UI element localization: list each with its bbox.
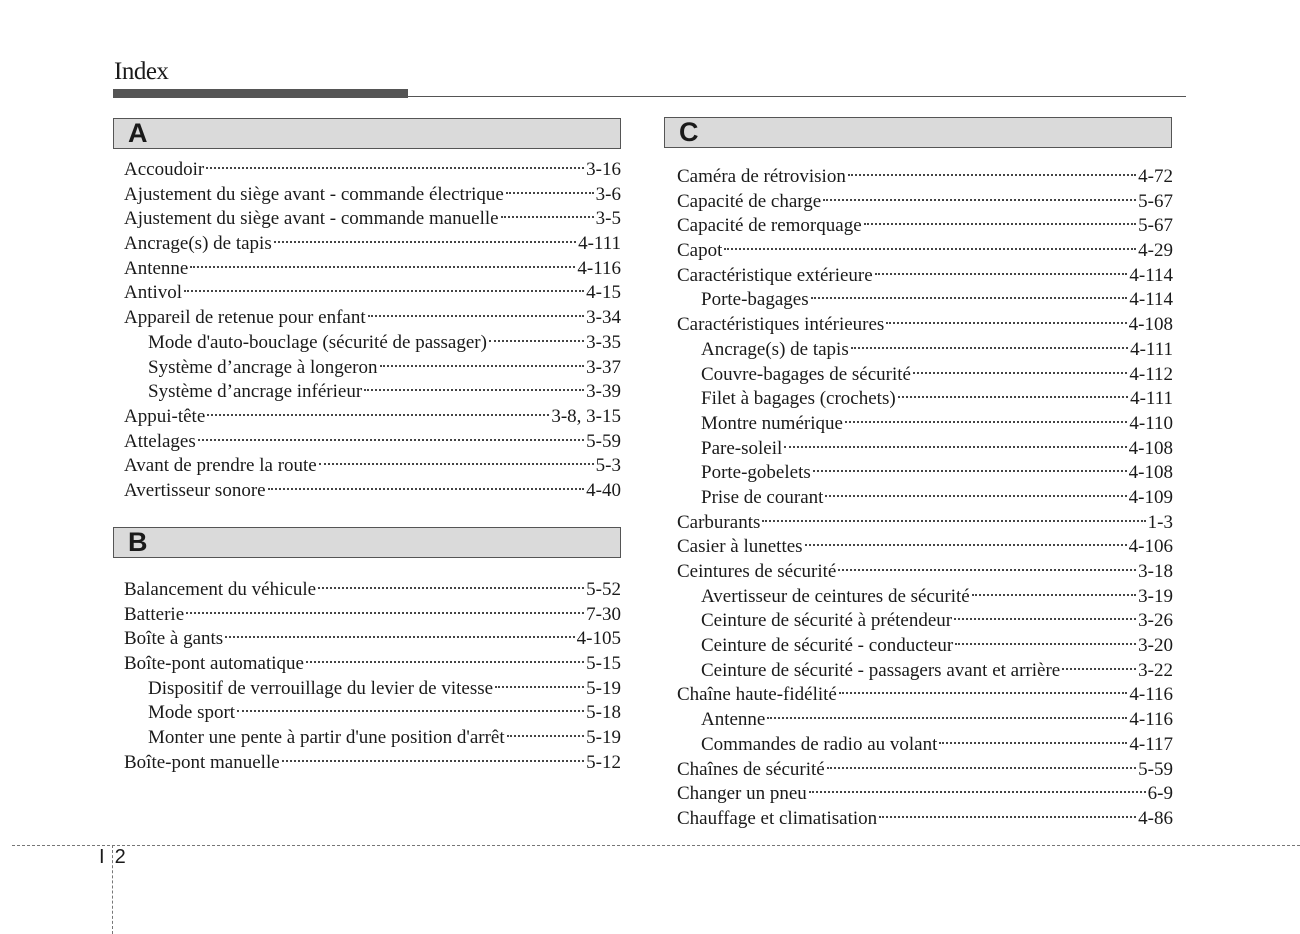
- dot-leader: [306, 661, 584, 663]
- entry-page-ref: 4-114: [1129, 289, 1173, 311]
- entry-label: Ajustement du siège avant - commande électrique: [124, 183, 504, 205]
- index-entry: [124, 184, 621, 209]
- dot-leader: [848, 174, 1136, 176]
- entry-label: Capacité de charge: [677, 190, 822, 212]
- dot-leader: [809, 791, 1146, 793]
- entry-label: Appareil de retenue pour enfant: [124, 307, 366, 329]
- dot-leader: [186, 612, 584, 614]
- entry-page-ref: 4-117: [1129, 733, 1173, 755]
- entry-label: Boîte-pont manuelle: [124, 751, 280, 773]
- entry-page-ref: 4-108: [1128, 462, 1173, 484]
- dot-leader: [501, 216, 594, 218]
- index-entry: [124, 752, 621, 777]
- entry-label: Mode sport: [148, 702, 236, 724]
- index-subentry: [677, 586, 1173, 611]
- entry-label: Chauffage et climatisation: [677, 807, 878, 829]
- entry-page-ref: 5-67: [1138, 190, 1173, 212]
- entry-page-ref: 4-108: [1128, 437, 1173, 459]
- index-entry: [124, 628, 621, 653]
- entry-page-ref: 5-3: [595, 455, 621, 477]
- dot-leader: [724, 248, 1136, 250]
- entry-page-ref: 5-15: [586, 653, 621, 675]
- entry-page-ref: 3-22: [1138, 659, 1173, 681]
- entry-label: Ajustement du siège avant - commande manuelle: [124, 208, 499, 230]
- index-subentry: [677, 487, 1173, 512]
- entry-page-ref: 4-111: [1130, 388, 1173, 410]
- entry-page-ref: 5-18: [586, 702, 621, 724]
- section-letter-b: B: [128, 527, 148, 557]
- entry-page-ref: 4-116: [577, 257, 621, 279]
- entry-page-ref: 4-86: [1138, 807, 1173, 829]
- index-entry: [677, 191, 1173, 216]
- entry-label: Changer un pneu: [677, 783, 807, 805]
- index-entry: [124, 282, 621, 307]
- index-entry: [677, 808, 1173, 833]
- index-entry: [124, 431, 621, 456]
- index-entry: [124, 653, 621, 678]
- index-subentry: [124, 332, 621, 357]
- entry-page-ref: 7-30: [586, 603, 621, 625]
- dot-leader: [237, 710, 584, 712]
- dot-leader: [954, 618, 1136, 620]
- entry-label: Dispositif de verrouillage du levier de vitesse: [148, 677, 494, 699]
- footer-rule: [12, 845, 1300, 846]
- entry-label: Casier à lunettes: [677, 536, 803, 558]
- dot-leader: [364, 389, 584, 391]
- dot-leader: [913, 372, 1127, 374]
- index-subentry: [677, 709, 1173, 734]
- dot-leader: [274, 241, 576, 243]
- dot-leader: [282, 760, 585, 762]
- entry-label: Antenne: [124, 257, 189, 279]
- entry-page-ref: 4-116: [1129, 684, 1173, 706]
- dot-leader: [762, 520, 1145, 522]
- entry-page-ref: 4-116: [1129, 709, 1173, 731]
- entry-page-ref: 5-67: [1138, 215, 1173, 237]
- entry-label: Capot: [677, 240, 723, 262]
- index-entry: [124, 233, 621, 258]
- entry-label: Porte-bagages: [701, 289, 809, 311]
- section-header-b: [113, 527, 621, 558]
- entry-page-ref: 3-39: [586, 381, 621, 403]
- dot-leader: [875, 273, 1128, 275]
- entry-page-ref: 3-19: [1138, 585, 1173, 607]
- dot-leader: [198, 439, 584, 441]
- index-subentry: [677, 734, 1173, 759]
- index-entry: [677, 783, 1173, 808]
- entry-page-ref: 5-12: [586, 751, 621, 773]
- entry-page-ref: 4-111: [1130, 338, 1173, 360]
- entry-label: Boîte-pont automatique: [124, 653, 304, 675]
- index-entry: [124, 406, 621, 431]
- index-subentry: [677, 388, 1173, 413]
- index-entry: [677, 265, 1173, 290]
- index-subentry: [124, 678, 621, 703]
- entry-label: Antivol: [124, 282, 183, 304]
- entry-page-ref: 5-19: [586, 727, 621, 749]
- entry-label: Commandes de radio au volant: [701, 733, 938, 755]
- dot-leader: [955, 643, 1136, 645]
- index-entry: [677, 215, 1173, 240]
- index-subentry: [124, 727, 621, 752]
- index-entry: [677, 314, 1173, 339]
- entry-label: Appui-tête: [124, 405, 206, 427]
- entry-label: Ancrage(s) de tapis: [701, 338, 849, 360]
- entry-page-ref: 3-20: [1138, 635, 1173, 657]
- entry-page-ref: 3-18: [1138, 561, 1173, 582]
- index-subentry: [677, 339, 1173, 364]
- entry-label: Attelages: [124, 430, 196, 452]
- dot-leader: [184, 290, 584, 292]
- dot-leader: [805, 544, 1127, 546]
- entry-page-ref: 3-16: [586, 159, 621, 180]
- dot-leader: [845, 421, 1127, 423]
- entry-page-ref: 3-6: [595, 183, 621, 205]
- dot-leader: [495, 686, 584, 688]
- entry-page-ref: 4-108: [1128, 314, 1173, 336]
- entry-page-ref: 3-37: [586, 356, 621, 378]
- index-entry: [124, 307, 621, 332]
- entry-page-ref: 3-8, 3-15: [551, 405, 621, 427]
- entry-page-ref: 3-34: [586, 307, 621, 329]
- dot-leader: [972, 594, 1136, 596]
- entry-page-ref: 4-72: [1138, 166, 1173, 187]
- entry-page-ref: 4-111: [578, 233, 621, 255]
- index-entry: [124, 604, 621, 629]
- entry-label: Couvre-bagages de sécurité: [701, 363, 911, 385]
- page-number: [99, 846, 126, 869]
- index-subentry: [677, 635, 1173, 660]
- index-subentry: [124, 357, 621, 382]
- index-entry: [677, 512, 1173, 537]
- entry-label: Prise de courant: [701, 486, 824, 508]
- page-number-value: 2: [114, 846, 126, 868]
- dot-leader: [839, 692, 1128, 694]
- entry-page-ref: 4-106: [1128, 536, 1173, 558]
- index-subentry: [677, 660, 1173, 685]
- section-letter-c: C: [679, 117, 699, 147]
- index-list-c: [677, 166, 1173, 833]
- dot-leader: [838, 569, 1136, 571]
- entry-label: Ceinture de sécurité - conducteur: [701, 635, 954, 657]
- index-subentry: [677, 413, 1173, 438]
- index-list-b: [124, 579, 621, 777]
- dot-leader: [380, 365, 585, 367]
- index-entry: [677, 536, 1173, 561]
- index-entry: [124, 208, 621, 233]
- entry-label: Ancrage(s) de tapis: [124, 233, 272, 255]
- index-entry: [677, 759, 1173, 784]
- dot-leader: [864, 223, 1137, 225]
- index-entry: [677, 166, 1173, 191]
- entry-label: Avertisseur sonore: [124, 479, 266, 501]
- index-subentry: [124, 381, 621, 406]
- section-header-a: [113, 118, 621, 149]
- entry-page-ref: 4-15: [586, 282, 621, 304]
- entry-label: Mode d'auto-bouclage (sécurité de passager): [148, 331, 487, 353]
- index-entry: [124, 258, 621, 283]
- index-subentry: [677, 610, 1173, 635]
- dot-leader: [225, 636, 574, 638]
- entry-page-ref: 4-105: [576, 628, 621, 650]
- dot-leader: [886, 322, 1126, 324]
- dot-leader: [851, 347, 1128, 349]
- dot-leader: [190, 266, 575, 268]
- dot-leader: [268, 488, 585, 490]
- entry-label: Système d’ancrage inférieur: [148, 381, 363, 403]
- title-underline-bar: [113, 89, 408, 98]
- section-header-c: [664, 117, 1172, 148]
- index-entry: [677, 240, 1173, 265]
- dot-leader: [939, 742, 1127, 744]
- entry-label: Balancement du véhicule: [124, 579, 317, 600]
- entry-page-ref: 4-112: [1129, 363, 1173, 385]
- entry-label: Filet à bagages (crochets): [701, 388, 896, 410]
- entry-label: Avant de prendre la route: [124, 455, 317, 477]
- entry-page-ref: 6-9: [1147, 783, 1173, 805]
- entry-page-ref: 5-59: [1138, 758, 1173, 780]
- entry-page-ref: 4-40: [586, 479, 621, 501]
- section-letter-a: A: [128, 118, 148, 148]
- entry-label: Caractéristiques intérieures: [677, 314, 885, 336]
- dot-leader: [1062, 668, 1136, 670]
- index-entry: [677, 561, 1173, 586]
- entry-page-ref: 5-52: [586, 579, 621, 600]
- page-section-label: I: [99, 846, 105, 868]
- entry-label: Avertisseur de ceintures de sécurité: [701, 585, 970, 607]
- entry-label: Accoudoir: [124, 159, 205, 180]
- entry-label: Caractéristique extérieure: [677, 264, 873, 286]
- dot-leader: [767, 717, 1127, 719]
- index-subentry: [124, 702, 621, 727]
- index-subentry: [677, 438, 1173, 463]
- dot-leader: [879, 816, 1136, 818]
- index-entry: [124, 579, 621, 604]
- dot-leader: [206, 167, 584, 169]
- entry-label: Chaîne haute-fidélité: [677, 684, 837, 706]
- entry-label: Caméra de rétrovision: [677, 166, 846, 187]
- index-entry: [124, 455, 621, 480]
- dot-leader: [827, 767, 1136, 769]
- dot-leader: [784, 446, 1126, 448]
- dot-leader: [207, 414, 549, 416]
- entry-label: Montre numérique: [701, 412, 843, 434]
- entry-label: Porte-gobelets: [701, 462, 811, 484]
- entry-page-ref: 3-26: [1138, 610, 1173, 632]
- entry-page-ref: 1-3: [1147, 511, 1173, 533]
- title-rule: [408, 96, 1186, 97]
- entry-label: Ceinture de sécurité à prétendeur: [701, 610, 953, 632]
- index-list-a: [124, 159, 621, 505]
- entry-page-ref: 4-29: [1138, 240, 1173, 262]
- index-subentry: [677, 364, 1173, 389]
- entry-label: Antenne: [701, 709, 766, 731]
- entry-page-ref: 5-19: [586, 677, 621, 699]
- index-entry: [124, 159, 621, 184]
- entry-label: Carburants: [677, 511, 761, 533]
- entry-label: Pare-soleil: [701, 437, 783, 459]
- entry-label: Capacité de remorquage: [677, 215, 862, 237]
- dot-leader: [318, 587, 584, 589]
- dot-leader: [813, 470, 1127, 472]
- entry-label: Boîte à gants: [124, 628, 224, 650]
- entry-page-ref: 3-5: [595, 208, 621, 230]
- entry-page-ref: 4-110: [1129, 412, 1173, 434]
- entry-label: Chaînes de sécurité: [677, 758, 825, 780]
- entry-page-ref: 4-114: [1129, 264, 1173, 286]
- index-entry: [124, 480, 621, 505]
- entry-label: Système d’ancrage à longeron: [148, 356, 378, 378]
- dot-leader: [507, 735, 585, 737]
- entry-page-ref: 5-59: [586, 430, 621, 452]
- entry-label: Ceinture de sécurité - passagers avant et arrière: [701, 659, 1061, 681]
- dot-leader: [506, 192, 594, 194]
- entry-page-ref: 4-109: [1128, 486, 1173, 508]
- dot-leader: [823, 199, 1136, 201]
- entry-label: Monter une pente à partir d'une position d'arrêt: [148, 727, 505, 749]
- dot-leader: [825, 495, 1126, 497]
- index-subentry: [677, 462, 1173, 487]
- dot-leader: [489, 340, 584, 342]
- dot-leader: [319, 463, 594, 465]
- entry-page-ref: 3-35: [586, 331, 621, 353]
- dot-leader: [368, 315, 585, 317]
- dot-leader: [811, 297, 1128, 299]
- dot-leader: [898, 396, 1128, 398]
- entry-label: Batterie: [124, 603, 185, 625]
- page-title: Index: [114, 58, 169, 85]
- index-entry: [677, 684, 1173, 709]
- index-subentry: [677, 289, 1173, 314]
- entry-label: Ceintures de sécurité: [677, 561, 837, 582]
